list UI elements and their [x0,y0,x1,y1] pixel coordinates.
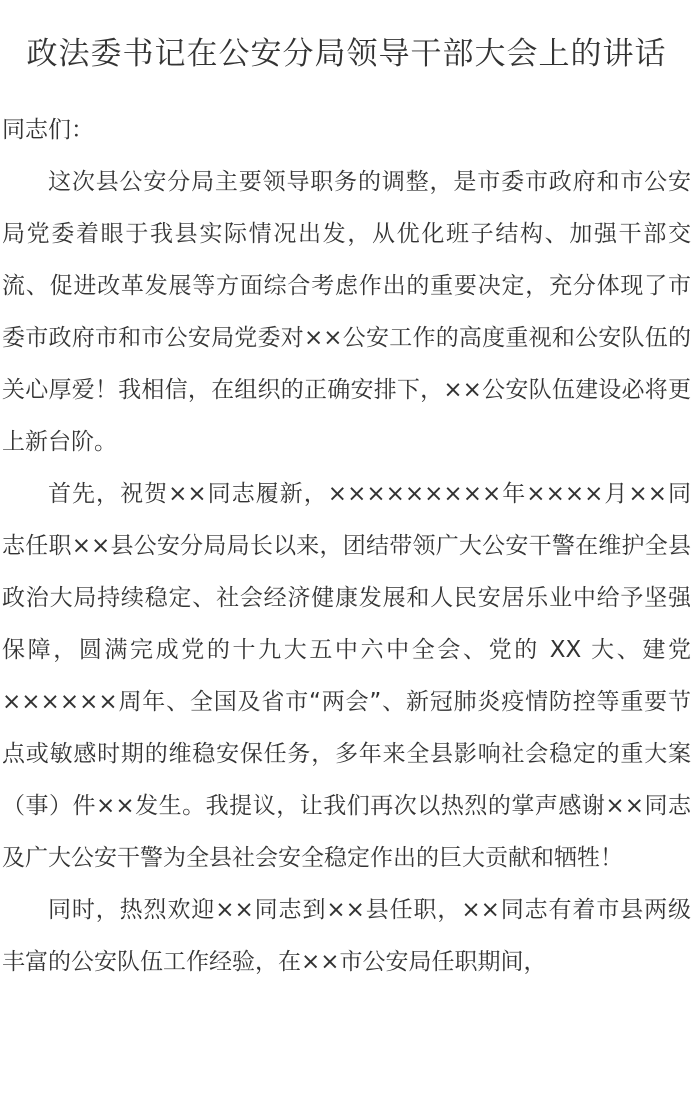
paragraph-3: 同时，热烈欢迎××同志到××县任职，××同志有着市县两级丰富的公安队伍工作经验，在××市公安局任职期间， [2,897,691,975]
paragraph-1: 这次县公安分局主要领导职务的调整，是市委市政府和市公安局党委着眼于我县实际情况出发，从优化班子结构、加强干部交流、促进改革发展等方面综合考虑作出的重要决定，充分体现了市委市政府市和市公安局党委对××公安工作的高度重视和公安队伍的关心厚爱！我相信，在组织的正确安排下，××公安队伍建设必将更上新台阶。 [2,169,691,455]
greeting: 同志们： [2,117,94,143]
paragraph-2: 首先，祝贺××同志履新，×××××××××年××××月××同志任职××县公安分局局长以来，团结带领广大公安干警在维护全县政治大局持续稳定、社会经济健康发展和人民安居乐业中给予坚强保障，圆满完成党的十九大五中六中全会、党的 XX 大、建党××××××周年、全国及省市“两会”、新冠肺炎疫情防控等重要节点或敏感时期的维稳安保任务，多年来全县影响社会稳定的重大案（事）件××发生。我提议，让我们再次以热烈的掌声感谢××同志及广大公安干警为全县社会安全稳定作出的巨大贡献和牺牲！ [2,481,691,871]
document-title: 政法委书记在公安分局领导干部大会上的讲话 [26,36,667,72]
